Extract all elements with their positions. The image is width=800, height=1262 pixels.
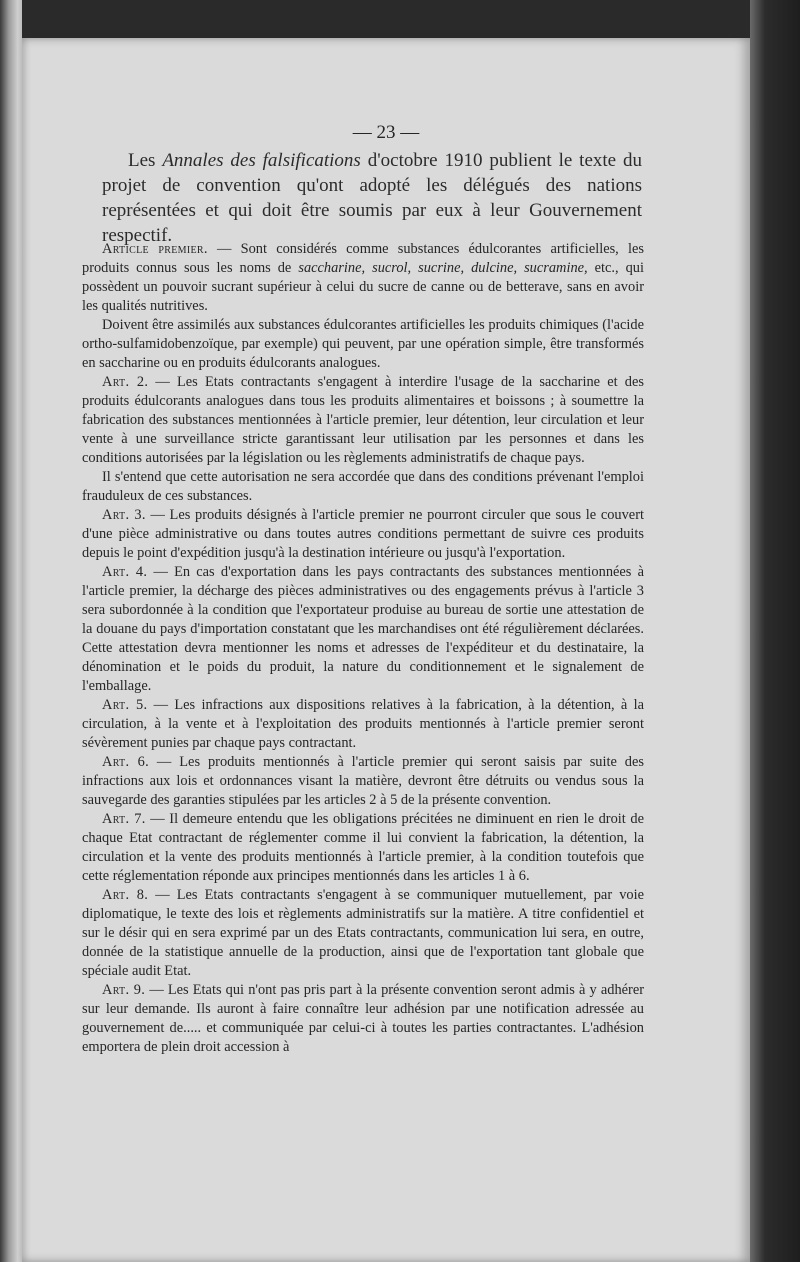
article-paragraph: [82, 810, 644, 886]
article-text: — Il demeure entendu que les obligations précitées ne diminuent en rien le droit de chaque Etat contractant de réglementer comme il lui convient la fabrication, la détention, la circulation et la vente des produits mentionnés à l'article premier, à la condition toutefois que cette réglementation réponde aux principes mentionnés dans les articles 1 à 6.: [82, 811, 644, 884]
article-label: Art. 4.: [102, 564, 148, 580]
article-paragraph: [82, 753, 644, 810]
article-text: — Les produits désignés à l'article premier ne pourront circuler que sous le couvert d'une pièce administrative ou dans toutes autres conditions permettant de suivre ces produits depuis le point d'expédition jusqu'à la destination intérieure ou jusqu'à l'exportation.: [82, 507, 644, 561]
article-paragraph: [82, 373, 644, 468]
article-label: Art. 8.: [102, 887, 149, 903]
article-text: — Les Etats qui n'ont pas pris part à la présente convention seront admis à y adhérer sur leur demande. Ils auront à faire connaître leur adhésion par une notification adressée au gouvernement de..... et communiquée par celui-ci à toutes les parties contractantes. L'adhésion emportera de plein droit accession à: [82, 982, 644, 1055]
articles-body: [82, 240, 644, 1057]
article-paragraph: [82, 506, 644, 563]
adjacent-page-edge: [0, 0, 22, 1262]
article-text: — Les Etats contractants s'engagent à se communiquer mutuellement, par voie diplomatique, le texte des lois et règlements administratifs sur la matière. A titre confidentiel et sur le désir qui en sera exprimé par un des Etats contractants, communication lui sera, en outre, donnée de la statistique annuelle de la production, ainsi que de l'exportation tant globale que spéciale audit Etat.: [82, 887, 644, 979]
article-paragraph: [82, 468, 644, 506]
article-text: — Les produits mentionnés à l'article premier qui seront saisis par suite des infractions aux lois et ordonnances visant la matière, devront être détruits ou vendus sous la sauvegarde des garanties stipulées par les articles 2 à 5 de la présente convention.: [82, 754, 644, 808]
journal-title: Annales des falsifications: [162, 150, 361, 171]
article-paragraph: [82, 696, 644, 753]
article-text: — Les Etats contractants s'engagent à interdire l'usage de la saccharine et des produits édulcorants analogues dans tous les produits alimentaires et boissons ; à soumettre la fabrication des substances mentionnées à l'article premier, leur détention, leur circulation et leur vente à une surveillance stricte garantissant leur utilisation par les personnes et dans les conditions autorisées par la législation ou les règlements administratifs de chaque pays.: [82, 374, 644, 466]
book-page: [22, 38, 750, 1262]
italic-term: saccharine, sucrol, sucrine, dulcine, sucramine,: [298, 260, 588, 276]
intro-before: Les: [128, 150, 163, 171]
article-paragraph: [82, 240, 644, 316]
scan-background: [750, 0, 800, 1262]
article-label: Art. 2.: [102, 374, 149, 390]
article-paragraph: [82, 886, 644, 981]
article-label: Art. 3.: [102, 507, 146, 523]
page-number: — 23 —: [352, 122, 420, 143]
article-label: Art. 5.: [102, 697, 148, 713]
article-text: — Les infractions aux dispositions relatives à la fabrication, à la détention, à la circulation, à la vente et à l'exploitation des produits mentionnés à l'article premier seront sévèrement punies par chaque pays contractant.: [82, 697, 644, 751]
intro-paragraph: [102, 148, 642, 248]
article-text: etc., qui possèdent un pouvoir sucrant supérieur à celui du sucre de canne ou de betterave, sans en avoir les qualités nutritives.: [82, 260, 644, 314]
article-label: Art. 6.: [102, 754, 149, 770]
article-paragraph: [82, 563, 644, 696]
article-paragraph: [82, 316, 644, 373]
article-label: Art. 9.: [102, 982, 146, 998]
intro-after: d'octobre 1910 publient le texte du projet de convention qu'ont adopté les délégués des nations représentées et qui doit être soumis par eux à leur Gouvernement respectif.: [102, 150, 642, 246]
article-text: Doivent être assimilés aux substances édulcorantes artificielles les produits chimiques (l'acide ortho-sulfamidobenzoïque, par exemple) qui peuvent, par une opération simple, être transformés en saccharine ou en produits édulcorants analogues.: [82, 317, 644, 371]
article-text: — En cas d'exportation dans les pays contractants des substances mentionnées à l'article premier, la décharge des pièces administratives ou des engagements prévus à l'article 3 sera subordonnée à la condition que l'exportateur produise au bureau de sortie une attestation de la douane du pays d'importation constatant que les marchandises ont été régulièrement déclarées. Cette attestation devra mentionner les noms et adresses de l'expéditeur et du destinataire, la dénomination et le poids du produit, la nature du conditionnement et le signalement de l'emballage.: [82, 564, 644, 694]
article-paragraph: [82, 981, 644, 1057]
article-label: Article premier.: [102, 241, 208, 257]
article-label: Art. 7.: [102, 811, 146, 827]
article-text: Il s'entend que cette autorisation ne sera accordée que dans des conditions prévenant l'emploi frauduleux de ces substances.: [82, 469, 644, 504]
article-text: — Sont considérés comme substances édulcorantes artificielles, les produits connus sous les noms de: [82, 241, 644, 276]
